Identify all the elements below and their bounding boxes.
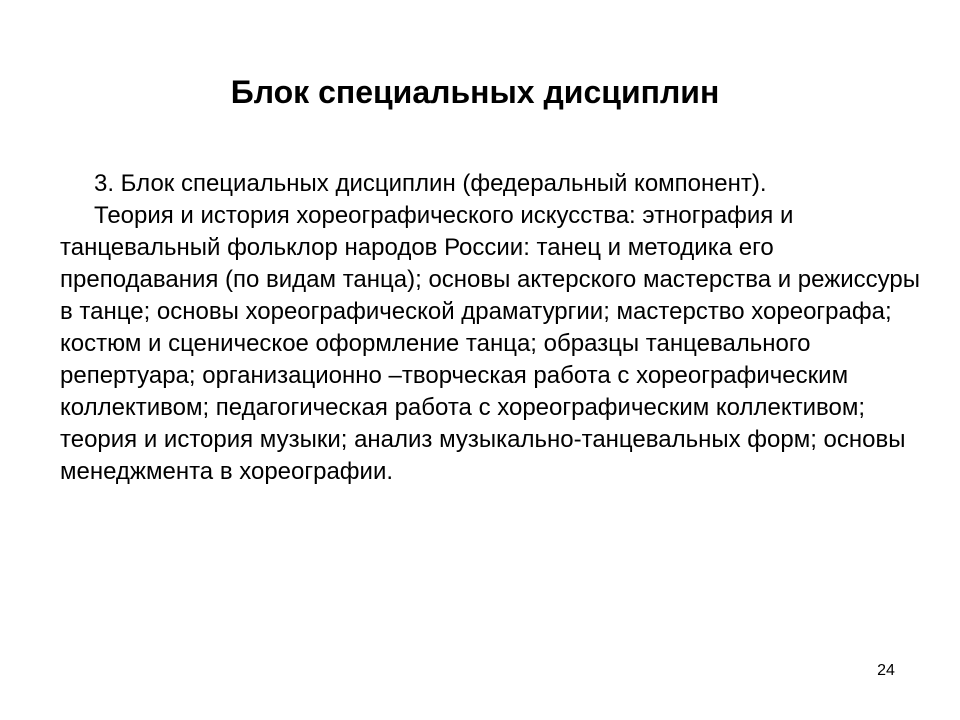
slide-title: Блок специальных дисциплин [230,74,720,110]
slide-body [60,168,920,488]
page-number: 24 [877,662,895,679]
paragraph-component-heading: 3. Блок специальных дисциплин (федеральный компонент). [94,170,767,197]
paragraph-discipline-list: Теория и история хореографического искусства: этнография и танцевальный фольклор народов России: танец и методика его преподавания (по видам танца); основы актерского мастерства и режиссуры в танце; основы хореографической драматургии; мастерство хореографа; костюм и сценическое оформление танца; образцы танцевального репертуара; организационно –творческая работа с хореографическим коллективом; педагогическая работа с хореографическим коллективом; теория и история музыки; анализ музыкально-танцевальных форм; основы менеджмента в хореографии. [60,202,920,485]
